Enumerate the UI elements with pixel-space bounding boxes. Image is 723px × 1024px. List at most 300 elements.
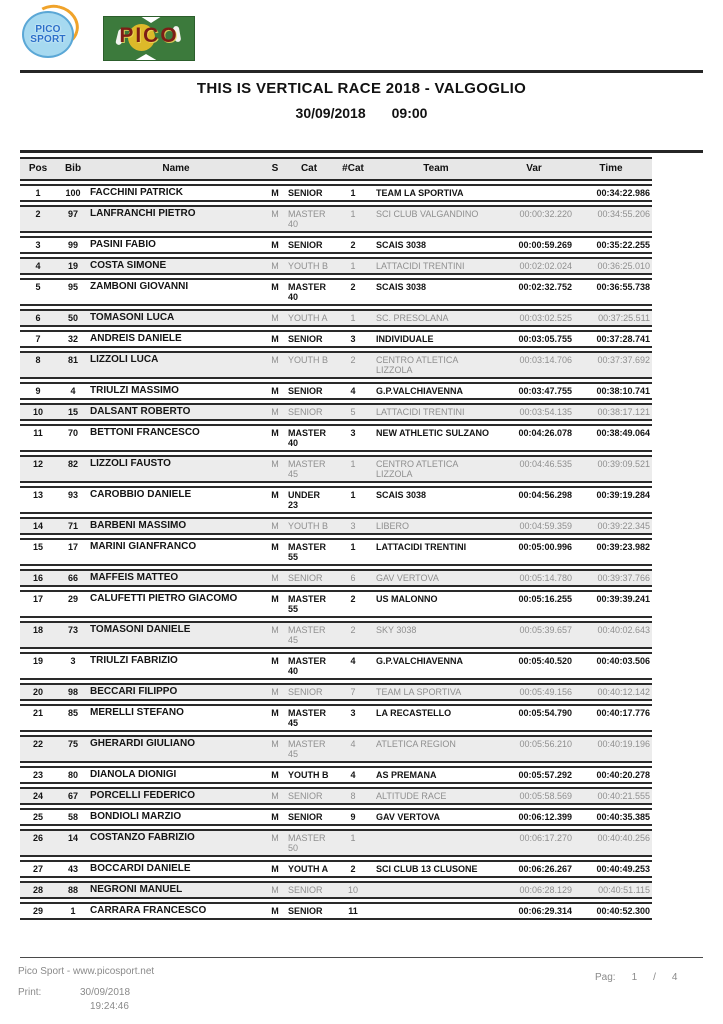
table-row <box>20 236 652 254</box>
cell-cat: YOUTH B <box>288 770 329 780</box>
cell-cat-rank: 1 <box>350 209 356 219</box>
cell-pos: 16 <box>32 573 43 583</box>
cell-pos: 10 <box>32 407 43 417</box>
cell-pos: 28 <box>32 885 43 895</box>
cell-sex: M <box>271 812 279 822</box>
cell-cat: SENIOR <box>288 407 323 417</box>
cell-time: 00:40:40.256 <box>597 833 650 843</box>
footer-print-time: 19:24:46 <box>90 1001 129 1012</box>
logo-notch <box>134 54 158 61</box>
cell-name: BARBENI MASSIMO <box>90 520 187 531</box>
cell-sex: M <box>271 542 279 552</box>
cell-team: INDIVIDUALE <box>376 334 434 344</box>
cell-name: FACCHINI PATRICK <box>90 187 183 198</box>
cell-time: 00:37:28.741 <box>596 334 650 344</box>
header-cat: Cat <box>300 163 318 174</box>
cell-time: 00:40:02.643 <box>597 625 650 635</box>
cell-name: BONDIOLI MARZIO <box>90 811 182 822</box>
cell-cat: MASTER 45 <box>288 708 326 728</box>
cell-pos: 8 <box>35 355 41 365</box>
cell-name: TOMASONI DANIELE <box>90 624 191 635</box>
cell-cat-rank: 2 <box>350 625 356 635</box>
cell-time: 00:34:55.206 <box>597 209 650 219</box>
cell-var: 00:05:40.520 <box>518 656 572 666</box>
cell-var: 00:06:17.270 <box>519 833 572 843</box>
cell-sex: M <box>271 708 279 718</box>
header-var: Var <box>526 163 542 174</box>
footer-pagination <box>595 972 677 983</box>
cell-pos: 22 <box>32 739 43 749</box>
cell-time: 00:40:49.253 <box>596 864 650 874</box>
cell-var: 00:00:59.269 <box>518 240 572 250</box>
header-name: Name <box>162 163 190 174</box>
cell-bib: 1 <box>70 906 76 916</box>
cell-bib: 50 <box>67 313 78 323</box>
cell-cat-rank: 4 <box>350 770 356 780</box>
cell-cat-rank: 3 <box>350 521 356 531</box>
table-row <box>20 787 652 805</box>
table-row <box>20 766 652 784</box>
cell-bib: 88 <box>67 885 78 895</box>
cell-bib: 70 <box>67 428 78 438</box>
cell-name: MAFFEIS MATTEO <box>90 572 179 583</box>
cell-var: 00:05:16.255 <box>518 594 572 604</box>
cell-team: G.P.VALCHIAVENNA <box>376 656 464 666</box>
cell-sex: M <box>271 625 279 635</box>
cell-cat: MASTER 40 <box>288 282 326 302</box>
table-row <box>20 652 652 680</box>
results-table <box>20 157 652 923</box>
cell-bib: 97 <box>67 209 78 219</box>
cell-pos: 14 <box>32 521 43 531</box>
table-row <box>20 205 652 233</box>
cell-cat: YOUTH A <box>288 864 329 874</box>
cell-time: 00:36:55.738 <box>596 282 650 292</box>
cell-bib: 32 <box>67 334 78 344</box>
logo-text-line2: SPORT <box>30 33 66 45</box>
cell-time: 00:39:22.345 <box>597 521 650 531</box>
table-row <box>20 829 652 857</box>
cell-bib: 82 <box>67 459 78 469</box>
cell-sex: M <box>271 521 279 531</box>
cell-team: GAV VERTOVA <box>376 573 439 583</box>
table-row <box>20 902 652 920</box>
cell-var: 00:06:12.399 <box>518 812 572 822</box>
cell-cat: MASTER 40 <box>288 209 326 229</box>
cell-team: G.P.VALCHIAVENNA <box>376 386 464 396</box>
race-start-time: 09:00 <box>391 105 428 121</box>
cell-var: 00:05:54.790 <box>518 708 572 718</box>
cell-cat: MASTER 45 <box>288 459 326 479</box>
header-sex: S <box>271 163 279 174</box>
cell-team: SC. PRESOLANA <box>376 313 449 323</box>
cell-bib: 19 <box>67 261 78 271</box>
cell-name: GHERARDI GIULIANO <box>90 738 195 749</box>
cell-time: 00:40:17.776 <box>596 708 650 718</box>
cell-name: TRIULZI FABRIZIO <box>90 655 178 666</box>
cell-cat: SENIOR <box>288 906 323 916</box>
cell-name: MARINI GIANFRANCO <box>90 541 197 552</box>
cell-time: 00:35:22.255 <box>596 240 650 250</box>
cell-sex: M <box>271 459 279 469</box>
cell-sex: M <box>271 407 279 417</box>
cell-time: 00:40:20.278 <box>596 770 650 780</box>
table-row <box>20 538 652 566</box>
cell-name: ANDREIS DANIELE <box>90 333 182 344</box>
cell-pos: 26 <box>32 833 43 843</box>
cell-name: COSTANZO FABRIZIO <box>90 832 195 843</box>
cell-bib: 73 <box>67 625 78 635</box>
cell-sex: M <box>271 594 279 604</box>
cell-cat-rank: 2 <box>350 282 356 292</box>
cell-pos: 21 <box>32 708 43 718</box>
cell-time: 00:40:51.115 <box>598 885 650 895</box>
cell-sex: M <box>271 428 279 438</box>
pico-green-logo <box>103 16 195 61</box>
table-row <box>20 403 652 421</box>
cell-team: NEW ATHLETIC SULZANO <box>376 428 489 438</box>
cell-sex: M <box>271 656 279 666</box>
cell-var: 00:03:02.525 <box>519 313 572 323</box>
cell-cat: SENIOR <box>288 687 323 697</box>
cell-var: 00:04:56.298 <box>518 490 572 500</box>
table-row <box>20 683 652 701</box>
cell-cat-rank: 9 <box>350 812 356 822</box>
cell-var: 00:04:26.078 <box>518 428 572 438</box>
cell-cat: YOUTH B <box>288 355 329 365</box>
cell-sex: M <box>271 240 279 250</box>
cell-bib: 75 <box>67 739 78 749</box>
cell-sex: M <box>271 573 279 583</box>
pico-green-logo-text: PICO <box>119 24 179 47</box>
cell-pos: 19 <box>32 656 43 666</box>
cell-sex: M <box>271 687 279 697</box>
cell-bib: 67 <box>67 791 78 801</box>
cell-cat-rank: 1 <box>350 313 356 323</box>
cell-team: SCI CLUB VALGANDINO <box>376 209 479 219</box>
cell-pos: 24 <box>32 791 43 801</box>
cell-bib: 15 <box>67 407 78 417</box>
page-title: THIS IS VERTICAL RACE 2018 - VALGOGLIO <box>196 80 527 97</box>
cell-cat: MASTER 40 <box>288 428 326 448</box>
cell-cat-rank: 1 <box>350 188 356 198</box>
cell-cat-rank: 2 <box>350 864 356 874</box>
cell-cat: MASTER 45 <box>288 625 326 645</box>
cell-pos: 12 <box>32 459 43 469</box>
header-cat-rank: #Cat <box>342 163 364 174</box>
cell-cat-rank: 1 <box>350 490 356 500</box>
table-row <box>20 860 652 878</box>
cell-time: 00:40:52.300 <box>596 906 650 916</box>
table-row <box>20 278 652 306</box>
cell-bib: 66 <box>67 573 78 583</box>
cell-sex: M <box>271 261 279 271</box>
cell-name: BETTONI FRANCESCO <box>90 427 200 438</box>
logo-text-line1: PICO <box>35 23 61 35</box>
table-row <box>20 382 652 400</box>
page-total: 4 <box>671 972 678 983</box>
cell-var: 00:03:05.755 <box>518 334 572 344</box>
cell-name: BECCARI FILIPPO <box>90 686 178 697</box>
cell-cat-rank: 3 <box>350 428 356 438</box>
cell-bib: 80 <box>67 770 78 780</box>
cell-cat-rank: 3 <box>350 334 356 344</box>
cell-cat-rank: 2 <box>350 594 356 604</box>
cell-pos: 7 <box>35 334 41 344</box>
cell-var: 00:00:32.220 <box>519 209 572 219</box>
cell-var: 00:02:32.752 <box>518 282 572 292</box>
cell-bib: 29 <box>67 594 78 604</box>
cell-cat-rank: 4 <box>350 656 356 666</box>
cell-sex: M <box>271 355 279 365</box>
cell-name: LIZZOLI FAUSTO <box>90 458 171 469</box>
cell-cat: MASTER 55 <box>288 542 326 562</box>
cell-time: 00:38:17.121 <box>597 407 650 417</box>
race-datetime <box>0 105 723 121</box>
cell-team: SCAIS 3038 <box>376 240 427 250</box>
cell-time: 00:37:25.511 <box>598 313 650 323</box>
cell-cat: SENIOR <box>288 573 323 583</box>
cell-var: 00:03:54.135 <box>519 407 572 417</box>
cell-var: 00:05:39.657 <box>519 625 572 635</box>
cell-cat: SENIOR <box>288 240 323 250</box>
cell-bib: 14 <box>67 833 78 843</box>
cell-pos: 27 <box>32 864 43 874</box>
table-row <box>20 517 652 535</box>
cell-time: 00:40:03.506 <box>596 656 650 666</box>
cell-cat-rank: 2 <box>350 355 356 365</box>
table-row <box>20 621 652 649</box>
cell-bib: 43 <box>67 864 78 874</box>
table-row <box>20 424 652 452</box>
cell-time: 00:40:35.385 <box>596 812 650 822</box>
cell-name: BOCCARDI DANIELE <box>90 863 191 874</box>
cell-var: 00:05:14.780 <box>519 573 572 583</box>
table-row <box>20 590 652 618</box>
cell-team: SKY 3038 <box>376 625 417 635</box>
cell-sex: M <box>271 188 279 198</box>
cell-bib: 58 <box>67 812 78 822</box>
cell-cat: MASTER 45 <box>288 739 326 759</box>
header-pos: Pos <box>28 163 48 174</box>
cell-cat-rank: 5 <box>350 407 356 417</box>
cell-pos: 2 <box>35 209 41 219</box>
cell-var: 00:03:47.755 <box>518 386 572 396</box>
cell-team: LATTACIDI TRENTINI <box>376 407 465 417</box>
cell-time: 00:34:22.986 <box>596 188 650 198</box>
cell-name: CARRARA FRANCESCO <box>90 905 207 916</box>
cell-name: LIZZOLI LUCA <box>90 354 159 365</box>
cell-cat: MASTER 55 <box>288 594 326 614</box>
cell-name: CAROBBIO DANIELE <box>90 489 192 500</box>
table-row <box>20 881 652 899</box>
cell-pos: 11 <box>33 428 43 438</box>
table-row <box>20 309 652 327</box>
cell-team: CENTRO ATLETICA LIZZOLA <box>376 459 458 479</box>
cell-bib: 81 <box>67 355 78 365</box>
header-divider <box>20 70 703 73</box>
table-row <box>20 569 652 587</box>
cell-var: 00:04:59.359 <box>519 521 572 531</box>
header-team: Team <box>423 163 449 174</box>
cell-team: SCAIS 3038 <box>376 282 427 292</box>
cell-bib: 17 <box>67 542 78 552</box>
cell-cat-rank: 4 <box>350 386 356 396</box>
cell-name: ZAMBONI GIOVANNI <box>90 281 189 292</box>
cell-bib: 95 <box>67 282 78 292</box>
cell-var: 00:05:58.569 <box>519 791 572 801</box>
cell-bib: 99 <box>67 240 78 250</box>
cell-cat: SENIOR <box>288 791 323 801</box>
cell-name: DIANOLA DIONIGI <box>90 769 177 780</box>
cell-team: GAV VERTOVA <box>376 812 441 822</box>
cell-cat-rank: 1 <box>350 261 356 271</box>
cell-cat: YOUTH A <box>288 313 328 323</box>
cell-team: ATLETICA REGION <box>376 739 456 749</box>
cell-cat-rank: 6 <box>350 573 356 583</box>
cell-cat: SENIOR <box>288 885 323 895</box>
cell-var: 00:03:14.706 <box>519 355 572 365</box>
cell-team: SCI CLUB 13 CLUSONE <box>376 864 478 874</box>
cell-team: CENTRO ATLETICA LIZZOLA <box>376 355 458 375</box>
cell-cat: SENIOR <box>288 812 323 822</box>
cell-var: 00:06:28.129 <box>519 885 572 895</box>
cell-time: 00:39:39.241 <box>596 594 650 604</box>
cell-team: LATTACIDI TRENTINI <box>376 261 465 271</box>
cell-sex: M <box>271 833 279 843</box>
cell-pos: 25 <box>32 812 43 822</box>
cell-sex: M <box>271 739 279 749</box>
cell-time: 00:39:23.982 <box>596 542 650 552</box>
cell-time: 00:40:19.196 <box>597 739 650 749</box>
cell-cat: YOUTH B <box>288 521 329 531</box>
page-label: Pag: <box>595 972 616 983</box>
cell-time: 00:39:37.766 <box>597 573 650 583</box>
cell-time: 00:37:37.692 <box>597 355 650 365</box>
cell-sex: M <box>271 386 279 396</box>
header-bib: Bib <box>64 163 82 174</box>
cell-cat-rank: 11 <box>348 906 358 916</box>
logo-notch <box>140 16 162 23</box>
cell-pos: 4 <box>35 261 41 271</box>
cell-sex: M <box>271 282 279 292</box>
cell-pos: 1 <box>35 188 41 198</box>
header-time: Time <box>599 163 623 174</box>
cell-pos: 3 <box>35 240 41 250</box>
page-separator: / <box>653 972 656 983</box>
cell-pos: 29 <box>32 906 43 916</box>
cell-cat: MASTER 50 <box>288 833 326 853</box>
cell-cat: UNDER 23 <box>288 490 321 510</box>
cell-time: 00:40:21.555 <box>597 791 650 801</box>
cell-name: LANFRANCHI PIETRO <box>90 208 196 219</box>
cell-var: 00:02:02.024 <box>519 261 572 271</box>
cell-var: 00:05:49.156 <box>519 687 572 697</box>
cell-cat-rank: 3 <box>350 708 356 718</box>
cell-cat-rank: 4 <box>350 739 356 749</box>
cell-sex: M <box>271 313 279 323</box>
cell-cat-rank: 1 <box>350 833 356 843</box>
cell-time: 00:39:19.284 <box>596 490 650 500</box>
cell-pos: 23 <box>32 770 43 780</box>
footer-divider <box>20 957 703 958</box>
table-row <box>20 257 652 275</box>
cell-team: SCAIS 3038 <box>376 490 427 500</box>
cell-team: LIBERO <box>376 521 410 531</box>
table-row <box>20 351 652 379</box>
table-row <box>20 704 652 732</box>
table-row <box>20 184 652 202</box>
cell-sex: M <box>271 791 279 801</box>
table-header-row <box>20 157 652 181</box>
cell-team: ALTITUDE RACE <box>376 791 447 801</box>
cell-cat-rank: 8 <box>350 791 356 801</box>
cell-time: 00:38:49.064 <box>596 428 650 438</box>
cell-cat: SENIOR <box>288 334 323 344</box>
cell-var: 00:06:29.314 <box>518 906 572 916</box>
table-row <box>20 808 652 826</box>
cell-name: PASINI FABIO <box>90 239 156 250</box>
cell-team: LA RECASTELLO <box>376 708 452 718</box>
logo-oval <box>22 11 74 58</box>
cell-bib: 98 <box>67 687 78 697</box>
cell-sex: M <box>271 209 279 219</box>
cell-sex: M <box>271 334 279 344</box>
table-row <box>20 486 652 514</box>
cell-cat-rank: 10 <box>347 885 358 895</box>
cell-pos: 5 <box>35 282 41 292</box>
cell-cat: YOUTH B <box>288 261 329 271</box>
cell-team: TEAM LA SPORTIVA <box>376 687 462 697</box>
cell-pos: 20 <box>32 687 43 697</box>
cell-pos: 9 <box>35 386 41 396</box>
cell-name: PORCELLI FEDERICO <box>90 790 196 801</box>
cell-cat: SENIOR <box>288 386 323 396</box>
pico-sport-logo <box>20 9 76 60</box>
cell-name: NEGRONI MANUEL <box>90 884 183 895</box>
cell-var: 00:05:56.210 <box>519 739 572 749</box>
pico-sport-logo-text <box>30 25 65 45</box>
cell-bib: 3 <box>70 656 76 666</box>
cell-time: 00:40:12.142 <box>597 687 650 697</box>
cell-sex: M <box>271 770 279 780</box>
cell-team: AS PREMANA <box>376 770 437 780</box>
table-row <box>20 735 652 763</box>
table-body <box>20 184 652 920</box>
cell-name: COSTA SIMONE <box>90 260 167 271</box>
cell-cat: MASTER 40 <box>288 656 326 676</box>
cell-sex: M <box>271 490 279 500</box>
cell-pos: 18 <box>32 625 43 635</box>
cell-cat: SENIOR <box>288 188 323 198</box>
cell-cat-rank: 1 <box>350 459 356 469</box>
cell-cat-rank: 7 <box>350 687 356 697</box>
cell-var: 00:05:00.996 <box>518 542 572 552</box>
cell-var: 00:06:26.267 <box>518 864 572 874</box>
cell-team: TEAM LA SPORTIVA <box>376 188 464 198</box>
cell-name: TOMASONI LUCA <box>90 312 175 323</box>
cell-bib: 100 <box>65 188 81 198</box>
cell-var: 00:05:57.292 <box>518 770 572 780</box>
cell-time: 00:39:09.521 <box>597 459 650 469</box>
cell-time: 00:38:10.741 <box>596 386 650 396</box>
cell-sex: M <box>271 864 279 874</box>
table-row <box>20 455 652 483</box>
footer-print-date: 30/09/2018 <box>80 987 131 998</box>
cell-cat-rank: 2 <box>350 240 356 250</box>
footer-organizer: Pico Sport - www.picosport.net <box>18 966 155 977</box>
cell-bib: 71 <box>67 521 78 531</box>
